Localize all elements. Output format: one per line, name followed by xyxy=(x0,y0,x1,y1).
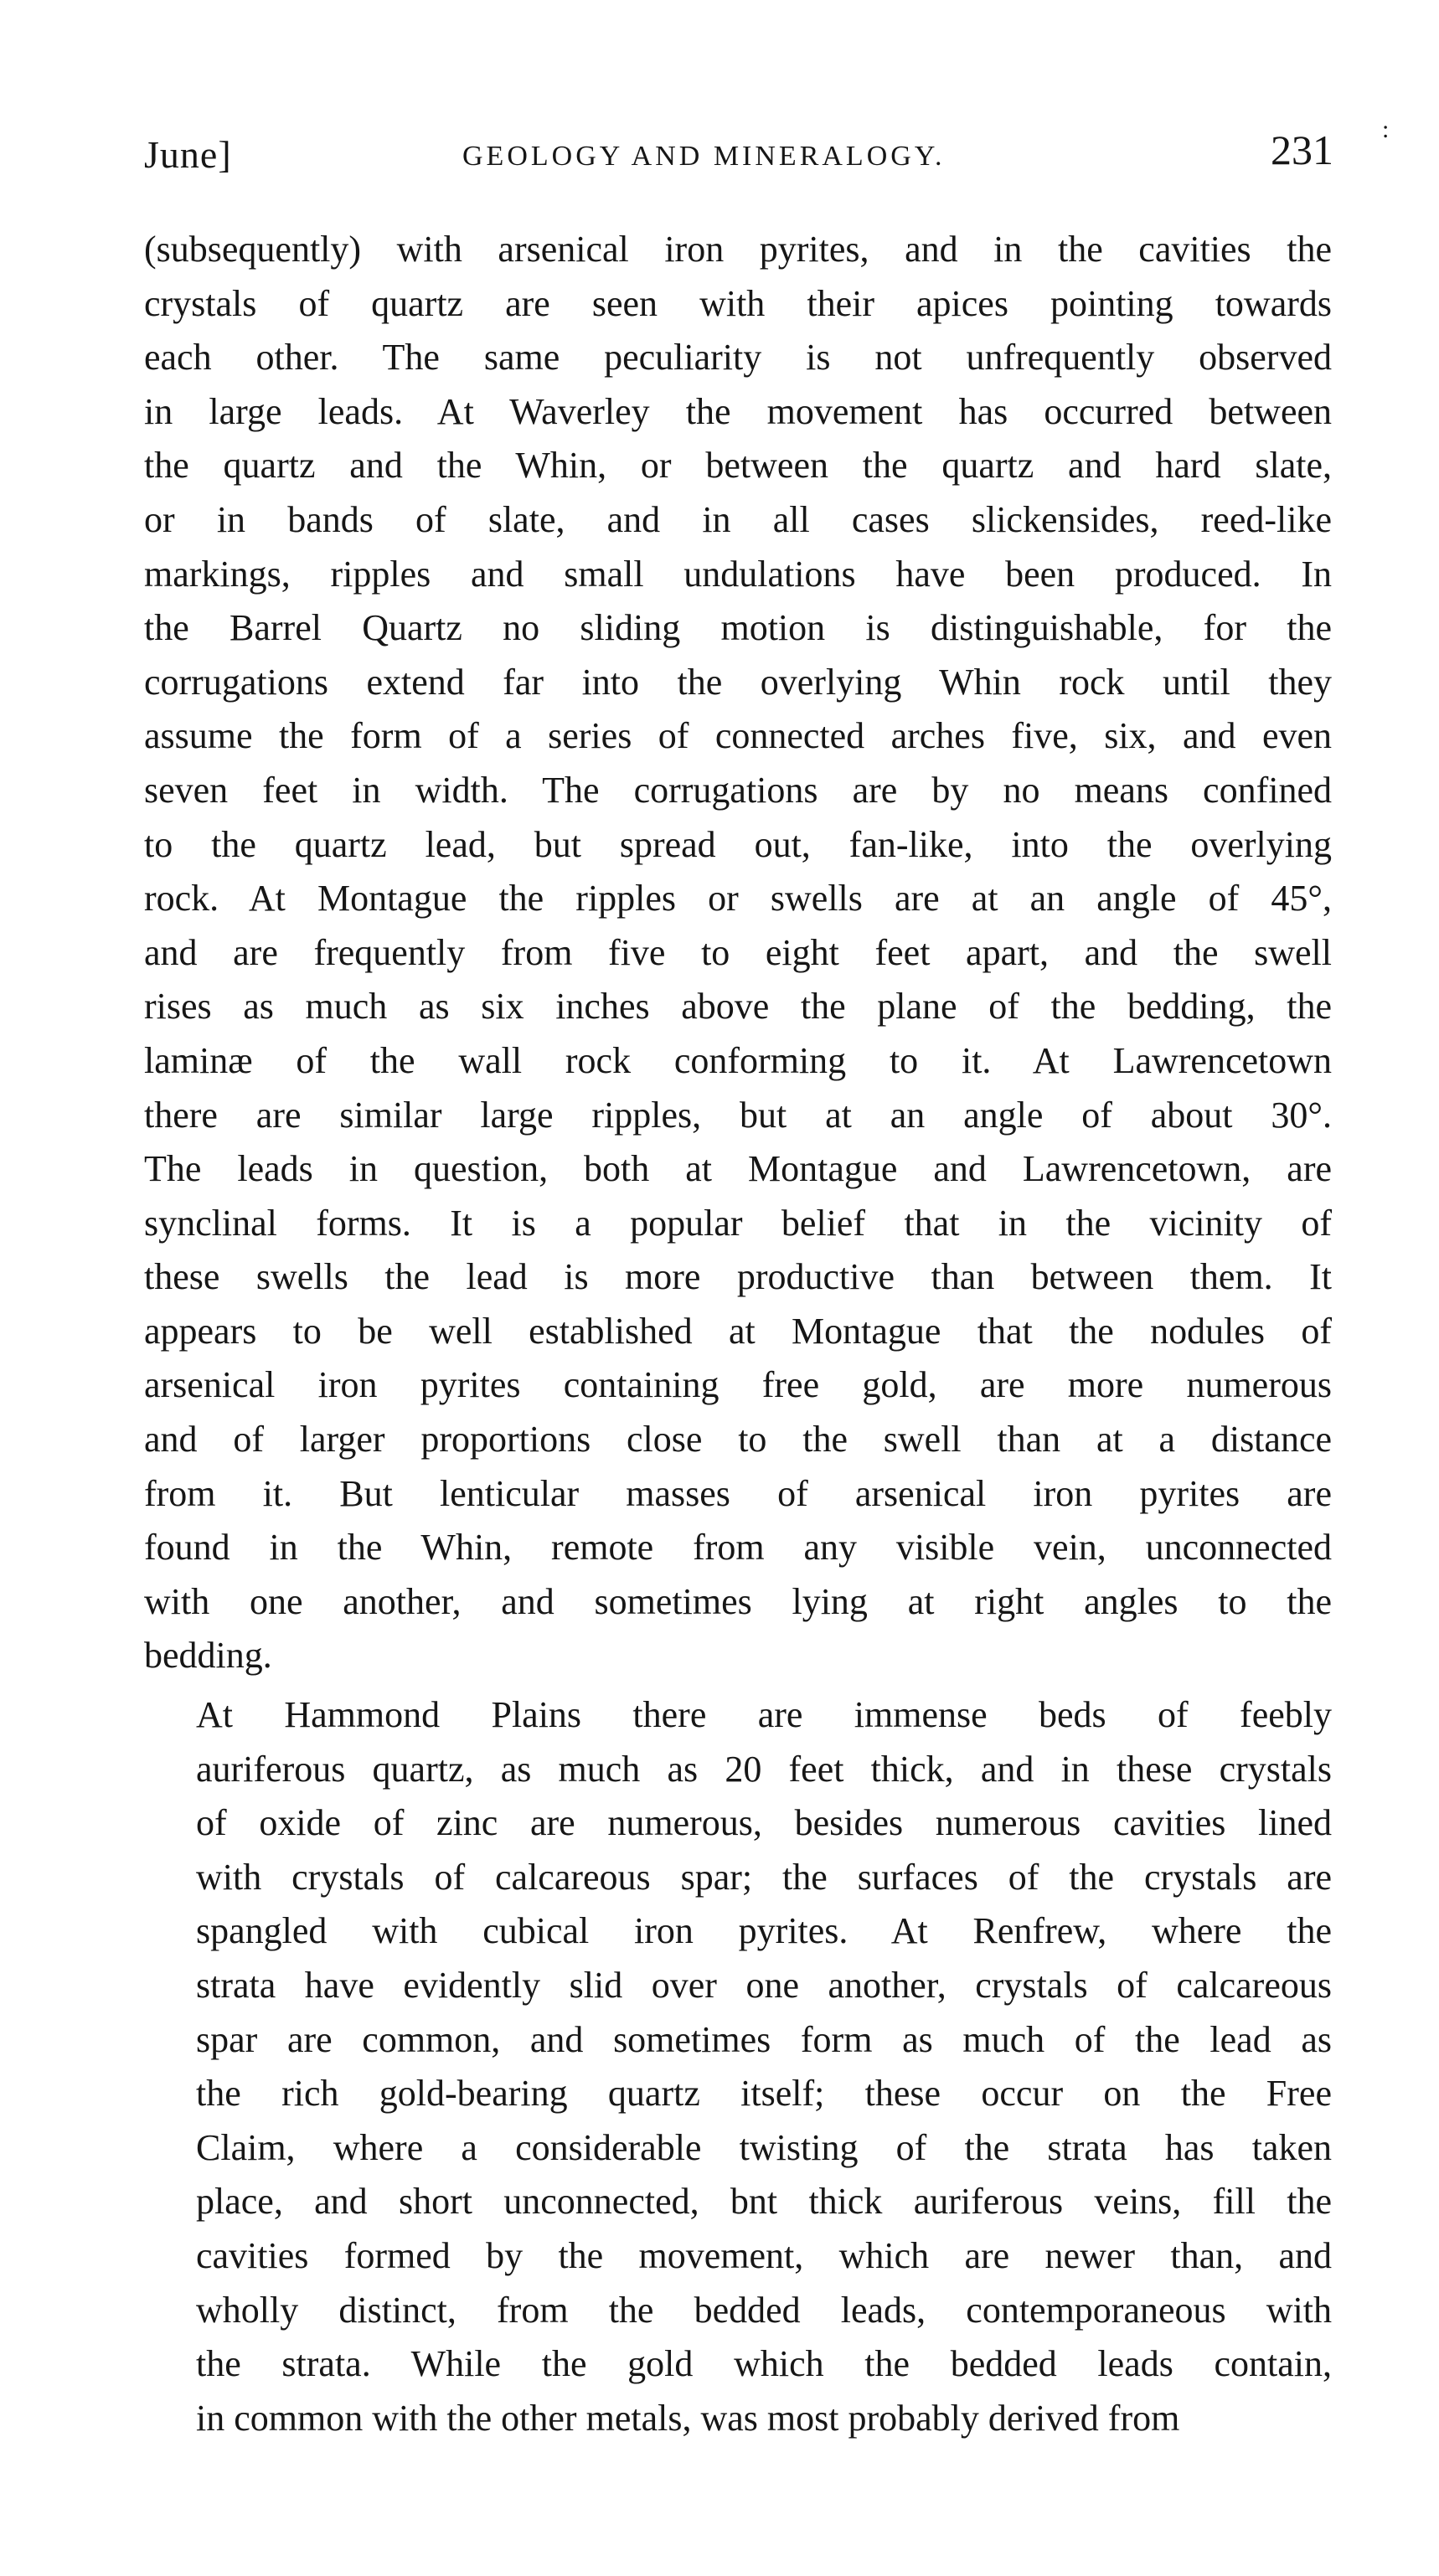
text-line: markings, ripples and small undulations have been produced. In xyxy=(144,553,1332,595)
text-line: to the quartz lead, but spread out, fan-like, into the overlying xyxy=(144,823,1332,865)
text-line: these swells the lead is more productive than between them. It xyxy=(144,1256,1332,1298)
text-line: in large leads. At Waverley the movement has occurred between xyxy=(144,390,1332,432)
margin-marks: : xyxy=(1382,116,1390,143)
text-line: cavities formed by the movement, which are newer than, and xyxy=(196,2234,1332,2276)
header-date: June] xyxy=(144,133,232,176)
text-line: with one another, and sometimes lying at right angles to the xyxy=(144,1580,1332,1622)
text-line: auriferous quartz, as much as 20 feet thick, and in these crystals xyxy=(196,1748,1332,1790)
text-line: and of larger proportions close to the swell than at a distance xyxy=(144,1419,1332,1461)
text-line: place, and short unconnected, bnt thick auriferous veins, fill the xyxy=(196,2181,1332,2223)
text-line: with crystals of calcareous spar; the surfaces of the crystals are xyxy=(196,1856,1332,1898)
text-line: found in the Whin, remote from any visible vein, unconnected xyxy=(144,1527,1332,1569)
header-section-title: GEOLOGY AND MINERALOGY. xyxy=(462,141,946,172)
text-line: The leads in question, both at Montague and Lawrencetown, are xyxy=(144,1148,1332,1190)
text-line: and are frequently from five to eight feet apart, and the swell xyxy=(144,931,1332,973)
text-line: bedding. xyxy=(144,1635,272,1677)
text-line: Claim, where a considerable twisting of the strata has taken xyxy=(196,2126,1332,2168)
text-line: At Hammond Plains there are immense beds of feebly xyxy=(196,1694,1332,1736)
text-line: there are similar large ripples, but at an angle of about 30°. xyxy=(144,1094,1332,1136)
text-line: strata have evidently slid over one another, crystals of calcareous xyxy=(196,1965,1332,2006)
text-line: spar are common, and sometimes form as much of the lead as xyxy=(196,2018,1332,2060)
text-line: laminæ of the wall rock conforming to it. At Lawrencetown xyxy=(144,1039,1332,1081)
text-line: synclinal forms. It is a popular belief that in the vicinity of xyxy=(144,1202,1332,1244)
text-line: rock. At Montague the ripples or swells are at an angle of 45°, xyxy=(144,878,1332,920)
text-line: from it. But lenticular masses of arsenical iron pyrites are xyxy=(144,1472,1332,1514)
text-line: rises as much as six inches above the plane of the bedding, the xyxy=(144,986,1332,1028)
text-line: appears to be well established at Montague that the nodules of xyxy=(144,1310,1332,1352)
text-line: in common with the other metals, was most probably derived from xyxy=(196,2397,1180,2439)
text-line: crystals of quartz are seen with their apices pointing towards xyxy=(144,282,1332,324)
body-text xyxy=(144,223,1332,2445)
text-line: the rich gold-bearing quartz itself; these occur on the Free xyxy=(196,2073,1332,2115)
text-line: the Barrel Quartz no sliding motion is distinguishable, for the xyxy=(144,607,1332,649)
text-line: the strata. While the gold which the bedded leads contain, xyxy=(196,2343,1332,2385)
text-line: wholly distinct, from the bedded leads, contemporaneous with xyxy=(196,2289,1332,2331)
text-line: corrugations extend far into the overlying Whin rock until they xyxy=(144,661,1332,703)
text-line: (subsequently) with arsenical iron pyrites, and in the cavities the xyxy=(144,229,1332,270)
text-line: seven feet in width. The corrugations are by no means confined xyxy=(144,769,1332,811)
paragraph-1 xyxy=(144,223,1332,1683)
text-line: assume the form of a series of connected arches five, six, and even xyxy=(144,715,1332,757)
text-line: or in bands of slate, and in all cases slickensides, reed-like xyxy=(144,498,1332,540)
text-line: arsenical iron pyrites containing free gold, are more numerous xyxy=(144,1364,1332,1406)
page-number: 231 xyxy=(1271,126,1333,173)
text-line: of oxide of zinc are numerous, besides numerous cavities lined xyxy=(196,1802,1332,1844)
paragraph-2 xyxy=(144,1688,1332,2445)
text-line: the quartz and the Whin, or between the quartz and hard slate, xyxy=(144,445,1332,487)
text-line: spangled with cubical iron pyrites. At Renfrew, where the xyxy=(196,1910,1332,1952)
running-header xyxy=(144,126,1333,184)
text-line: each other. The same peculiarity is not unfrequently observed xyxy=(144,337,1332,379)
